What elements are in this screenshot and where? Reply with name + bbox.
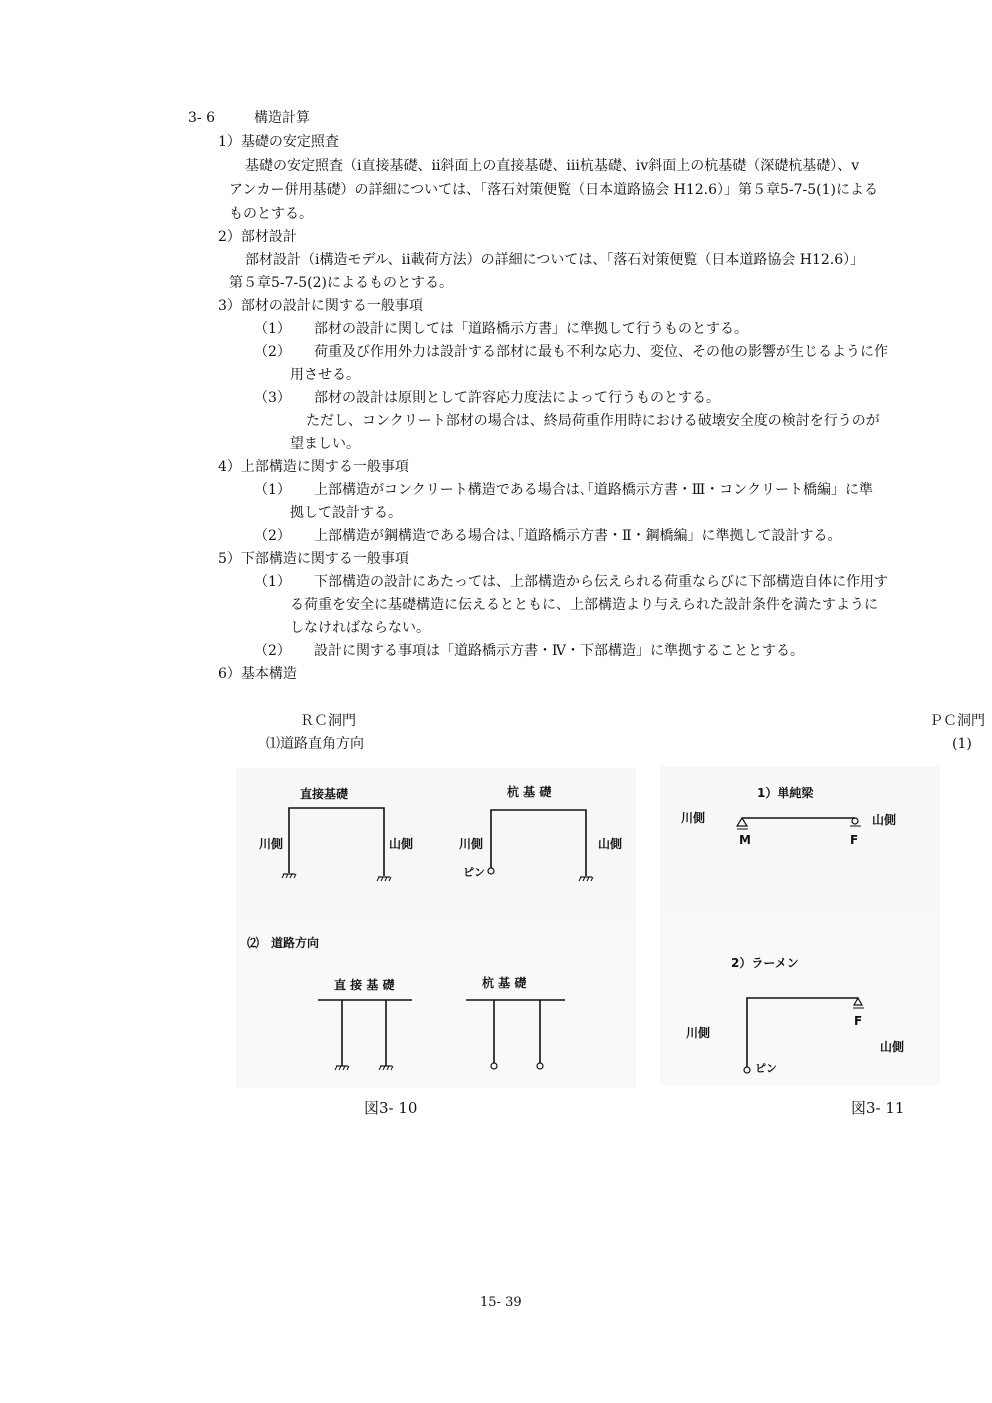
item-5-1-line-2: る荷重を安全に基礎構造に伝えるとともに、上部構造より与えられた設計条件を満たすように <box>290 597 878 613</box>
item-3-3-line-3: 望ましい。 <box>290 436 360 452</box>
item-1-heading: 1）基礎の安定照査 <box>218 134 339 150</box>
item-5-1-line-3: しなければならない。 <box>290 620 430 636</box>
label-support-f-1: F <box>850 833 859 847</box>
label-river-side-2: 川側 <box>459 837 484 851</box>
item-3-1-no: （1） <box>254 321 291 337</box>
item-6-heading: 6）基本構造 <box>218 666 297 682</box>
page-number: 15- 39 <box>480 1295 522 1310</box>
label-support-m: M <box>739 833 751 847</box>
label-rahmen: 2）ラーメン <box>731 956 799 970</box>
label-river-side-1: 川側 <box>259 837 284 851</box>
item-2-line-1: 部材設計（ⅰ構造モデル、ⅱ載荷方法）の詳細については、「落石対策便覧（日本道路協会 H12.6）」 <box>245 252 865 268</box>
item-3-1-line-1: 部材の設計に関しては「道路橋示方書」に準拠して行うものとする。 <box>314 321 748 337</box>
item-4-1-line-2: 拠して設計する。 <box>290 505 402 521</box>
section-title: 構造計算 <box>254 110 310 126</box>
item-1-line-3: ものとする。 <box>229 206 313 222</box>
item-3-heading: 3）部材の設計に関する一般事項 <box>218 298 423 314</box>
label-mountain-side-4: 山側 <box>880 1040 905 1054</box>
item-3-3-no: （3） <box>254 390 291 406</box>
item-4-2-no: （2） <box>254 528 291 544</box>
item-5-2-no: （2） <box>254 643 291 659</box>
item-3-3-line-2: ただし、コンクリート部材の場合は、終局荷重作用時における破壊安全度の検討を行うのが <box>306 413 880 429</box>
item-3-2-line-1: 荷重及び作用外力は設計する部材に最も不利な応力、変位、その他の影響が生じるように作 <box>314 344 888 360</box>
item-5-heading: 5）下部構造に関する一般事項 <box>218 551 409 567</box>
pc-sub1: (1) <box>952 736 972 752</box>
item-4-heading: 4）上部構造に関する一般事項 <box>218 459 409 475</box>
item-5-2-line-1: 設計に関する事項は「道路橋示方書・Ⅳ・下部構造」に準拠することとする。 <box>314 643 804 659</box>
caption-fig-3-11: 図3- 11 <box>851 1099 905 1117</box>
item-4-1-no: （1） <box>254 482 291 498</box>
label-river-side-4: 川側 <box>686 1026 711 1040</box>
fig11-background-bottom <box>660 916 940 1086</box>
item-1-line-2: アンカー併用基礎）の詳細については、「落石対策便覧（日本道路協会 H12.6）」第５章5-7-5(1)による <box>229 182 879 198</box>
item-3-2-line-2: 用させる。 <box>290 367 360 383</box>
label-road-direction: ⑵ 道路方向 <box>247 936 320 950</box>
label-pin-1: ピン <box>463 866 485 879</box>
item-5-1-line-1: 下部構造の設計にあたっては、上部構造から伝えられる荷重ならびに下部構造自体に作用す <box>314 574 888 590</box>
item-4-1-line-1: 上部構造がコンクリート構造である場合は､｢道路橋示方書・Ⅲ・コンクリート橋編」に準 <box>314 482 873 498</box>
item-2-heading: 2）部材設計 <box>218 229 297 245</box>
rc-title: ＲＣ洞門 <box>300 713 356 729</box>
label-simple-beam: 1）単純梁 <box>757 786 814 800</box>
section-number: 3- 6 <box>188 110 215 126</box>
label-support-f-2: F <box>854 1014 863 1028</box>
rc-sub1: ⑴道路直角方向 <box>266 736 364 752</box>
caption-fig-3-10: 図3- 10 <box>364 1099 418 1117</box>
label-pile-foundation: 杭 基 礎 <box>507 785 552 799</box>
item-2-line-2: 第５章5-7-5(2)によるものとする。 <box>229 275 454 291</box>
label-river-side-3: 川側 <box>681 811 706 825</box>
label-mountain-side-2: 山側 <box>598 837 623 851</box>
item-3-2-no: （2） <box>254 344 291 360</box>
label-mountain-side-3: 山側 <box>872 813 897 827</box>
label-pile-foundation-2: 杭 基 礎 <box>482 976 527 990</box>
pc-title: ＰＣ洞門 <box>929 713 985 729</box>
label-mountain-side-1: 山側 <box>389 837 414 851</box>
label-direct-foundation-2: 直 接 基 礎 <box>334 978 395 992</box>
fig10-background-top <box>236 768 636 918</box>
label-direct-foundation: 直接基礎 <box>300 787 349 801</box>
item-5-1-no: （1） <box>254 574 291 590</box>
label-pin-2: ピン <box>755 1062 777 1075</box>
item-3-3-line-1: 部材の設計は原則として許容応力度法によって行うものとする。 <box>314 390 720 406</box>
item-4-2-line-1: 上部構造が鋼構造である場合は､｢道路橋示方書・Ⅱ・鋼橋編」に準拠して設計する。 <box>314 528 842 544</box>
item-1-line-1: 基礎の安定照査（ⅰ直接基礎、ⅱ斜面上の直接基礎、ⅲ杭基礎、ⅳ斜面上の杭基礎（深礎杭基礎）、ⅴ <box>245 158 860 174</box>
